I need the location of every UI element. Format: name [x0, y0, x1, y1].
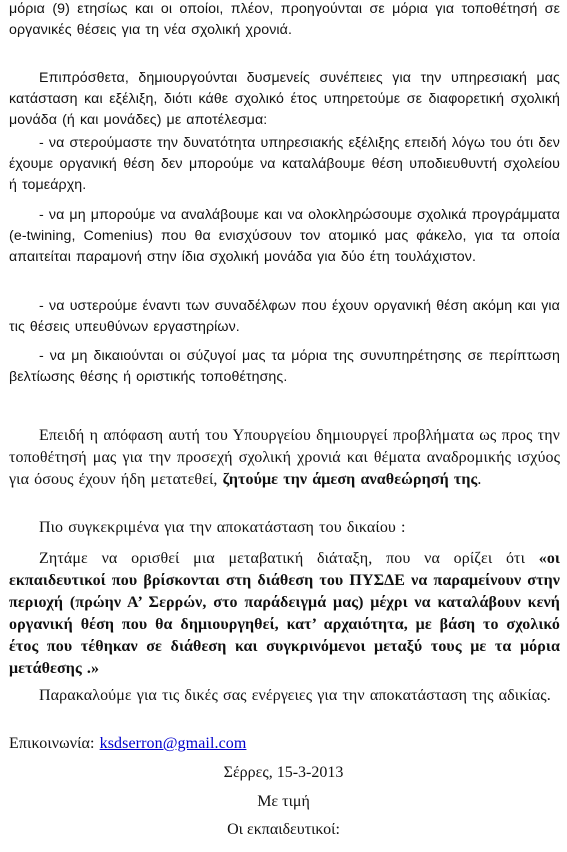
paragraph-3	[9, 133, 560, 196]
paragraph-4-text: - να μη μπορούμε να αναλάβουμε και να ολοκληρώσουμε σχολικά προγράμματα (e-twining, Comenius) που θα ενισχύσουν τον ατομικό μας φάκελο, για τα οποία απαιτείται παραμονή στην ίδια σχολική μονάδα για δύο έτη τουλάχιστον.	[9, 207, 560, 265]
paragraph-9-text: Ζητάμε να ορισθεί μια μεταβατική διάταξη, που να ορίζει ότι	[39, 550, 539, 567]
closing-regards: Με τιμή	[257, 793, 310, 810]
paragraph-5-text: - να υστερούμε έναντι των συναδέλφων που έχουν οργανική θέση ακόμη και για τις θέσεις υπευθύνων εργαστηρίων.	[9, 298, 560, 335]
paragraph-3-text: - να στερούμαστε την δυνατότητα υπηρεσιακής εξέλιξης επειδή λόγω του ότι δεν έχουμε οργανική θέση δεν μπορούμε να καταλάβουμε θέση υποδιευθυντή σχολείου ή τομεάρχη.	[9, 135, 560, 193]
paragraph-9	[9, 548, 560, 680]
paragraph-10	[9, 685, 560, 707]
paragraph-7-end: .	[477, 471, 482, 488]
paragraph-1-text: μόρια (9) ετησίως και οι οποίοι, πλέον, προηγούνται σε μόρια για τοποθέτησή σε οργανικές θέσεις για τη νέα σχολική χρονιά.	[9, 1, 560, 38]
paragraph-6	[9, 346, 560, 388]
paragraph-7-text: Επειδή η απόφαση αυτή του Υπουργείου δημιουργεί προβλήματα ως προς την τοποθέτησή μας για την προσεχή σχολική χρονιά και θέματα αναδρομικής ισχύος για όσους έχουν ήδη μετατεθεί,	[9, 427, 560, 488]
paragraph-5	[9, 296, 560, 338]
paragraph-8	[9, 517, 560, 539]
paragraph-6-text: - να μη δικαιούνται οι σύζυγοί μας τα μόρια της συνυπηρέτησης σε περίπτωση βελτίωσης θέσης ή οριστικής τοποθέτησης.	[9, 348, 560, 385]
paragraph-2	[9, 68, 560, 131]
paragraph-4	[9, 205, 560, 268]
contact-label: Επικοινωνία:	[9, 735, 100, 752]
signature-line: Οι εκπαιδευτικοί:	[227, 821, 340, 838]
contact-line	[9, 733, 560, 755]
paragraph-1	[9, 0, 560, 41]
paragraph-10-text: Παρακαλούμε για τις δικές σας ενέργειες για την αποκατάσταση της αδικίας.	[39, 687, 551, 704]
place-date: Σέρρες, 15-3-2013	[223, 764, 344, 781]
paragraph-8-text: Πιο συγκεκριμένα για την αποκατάσταση του δικαίου :	[39, 519, 406, 536]
paragraph-2-text: Επιπρόσθετα, δημιουργούνται δυσμενείς συνέπειες για την υπηρεσιακή μας κατάσταση και εξέλιξη, διότι κάθε σχολικό έτος υπηρετούμε σε διαφορετική σχολική μονάδα (ή και μονάδες) με αποτέλεσμα:	[9, 70, 560, 128]
paragraph-7-bold: ζητούμε την άμεση αναθεώρησή της	[222, 471, 478, 488]
contact-email-link[interactable]: ksdserron@gmail.com	[99, 735, 247, 752]
paragraph-9-bold: «οι εκπαιδευτικοί που βρίσκονται στη διάθεση του ΠΥΣΔΕ να παραμείνουν στην περιοχή (πρώην Α’ Σερρών, στο παράδειγμά μας) μέχρι να καταλάβουν κενή οργανική θέση που θα δημιουργηθεί, κατ’ αρχαιότητα, με βάση το σχολικό έτος που τέθηκαν σε διάθεση και συγκρινόμενοι μεταξύ τους με τα μόρια μετάθεσης .»	[9, 550, 560, 677]
paragraph-7	[9, 425, 560, 491]
